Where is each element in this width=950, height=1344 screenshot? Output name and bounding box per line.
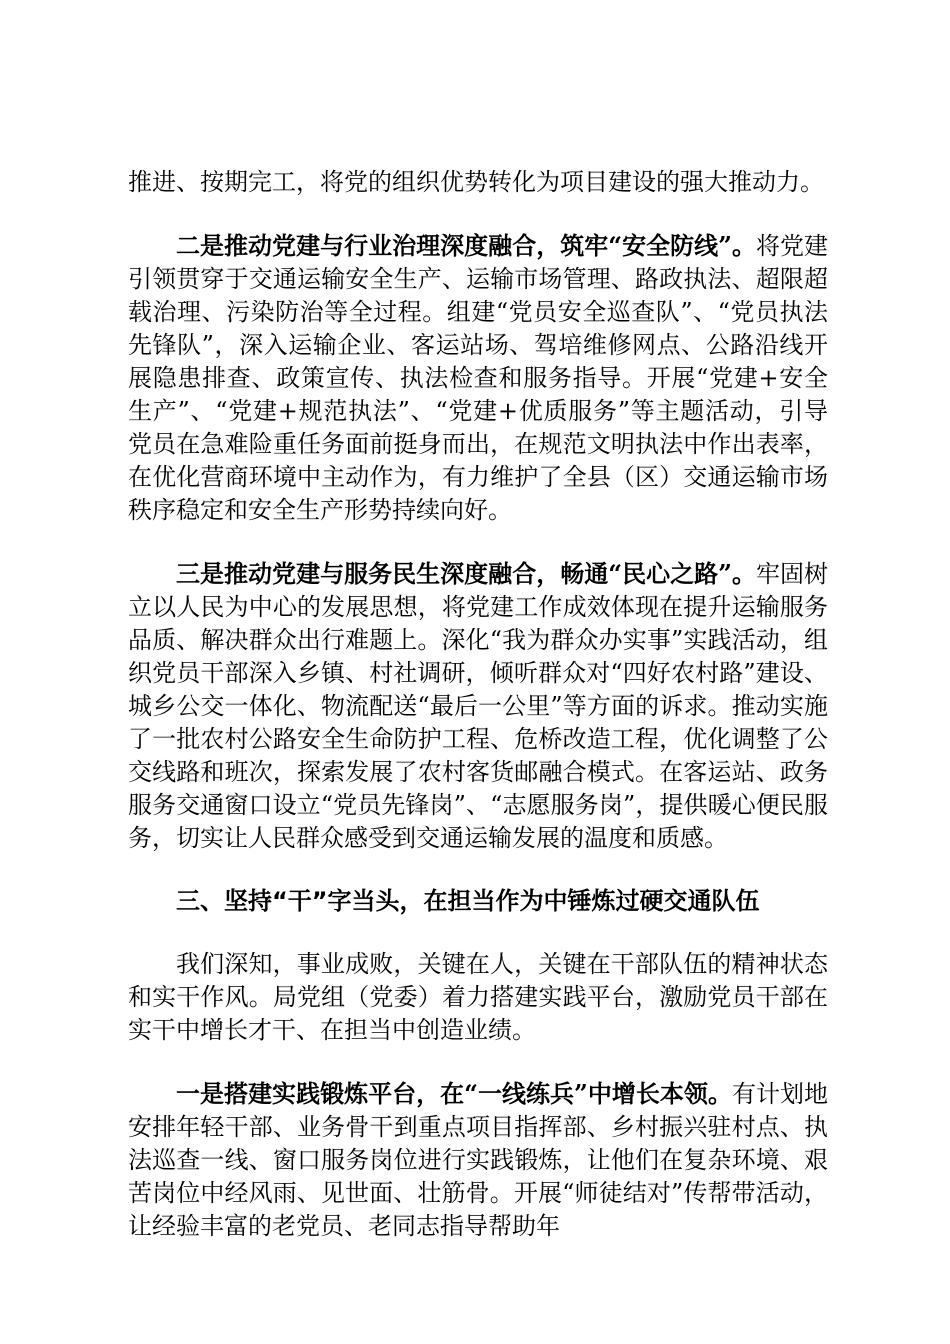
paragraph-lead: 三是推动党建与服务民生深度融合，畅通“民心之路”。	[176, 559, 756, 588]
paragraph-intro	[128, 948, 828, 1047]
paragraph-text: 有计划地安排年轻干部、业务骨干到重点项目指挥部、乡村振兴驻村点、执法巡查一线、窗口服务岗位进行实践锻炼，让他们在复杂环境、艰苦岗位中经风雨、见世面、壮筋骨。开展“师徒结对”传帮带活动，让经验丰富的老党员、老同志指导帮助年	[128, 1080, 829, 1240]
paragraph-safety-line	[128, 229, 828, 527]
paragraph-text: 将党建引领贯穿于交通运输安全生产、运输市场管理、路政执法、超限超载治理、污染防治等全过程。组建“党员安全巡查队”、“党员执法先锋队”，深入运输企业、客运站场、驾培维修网点、公路沿线开展隐患排查、政策宣传、执法检查和服务指导。开展“党建+安全生产”、“党建+规范执法”、“党建+优质服务”等主题活动，引导党员在急难险重任务面前挺身而出，在规范文明执法中作出表率，在优化营商环境中主动作为，有力维护了全县（区）交通运输市场秩序稳定和安全生产形势持续向好。	[128, 232, 829, 524]
paragraph-practice-platform	[128, 1077, 828, 1243]
paragraph-lead: 一是搭建实践锻炼平台，在“一线练兵”中增长本领。	[176, 1079, 732, 1108]
section-heading: 三、坚持“干”字当头，在担当作为中锤炼过硬交通队伍	[176, 887, 760, 915]
paragraph-text: 我们深知，事业成败，关键在人，关键在干部队伍的精神状态和实干作风。局党组（党委）着力搭建实践平台，激励党员干部在实干中增长才干、在担当中创造业绩。	[128, 950, 828, 1044]
paragraph-continuation	[128, 166, 828, 199]
document-body	[128, 166, 828, 1273]
paragraph-text: 牢固树立以人民为中心的发展思想，将党建工作成效体现在提升运输服务品质、解决群众出行难题上。深化“我为群众办实事”实践活动，组织党员干部深入乡镇、村社调研，倾听群众对“四好农村路”建设、城乡公交一体化、物流配送“最后一公里”等方面的诉求。推动实施了一批农村公路安全生命防护工程、危桥改造工程，优化调整了公交线路和班次，探索发展了农村客货邮融合模式。在客运站、政务服务交通窗口设立“党员先锋岗”、“志愿服务岗”，提供暖心便民服务，切实让人民群众感受到交通运输发展的温度和质感。	[128, 560, 829, 852]
paragraph-text: 推进、按期完工，将党的组织优势转化为项目建设的强大推动力。	[128, 168, 824, 196]
paragraph-lead: 二是推动党建与行业治理深度融合，筑牢“安全防线”。	[176, 231, 756, 260]
paragraph-livelihood-road	[128, 557, 828, 855]
